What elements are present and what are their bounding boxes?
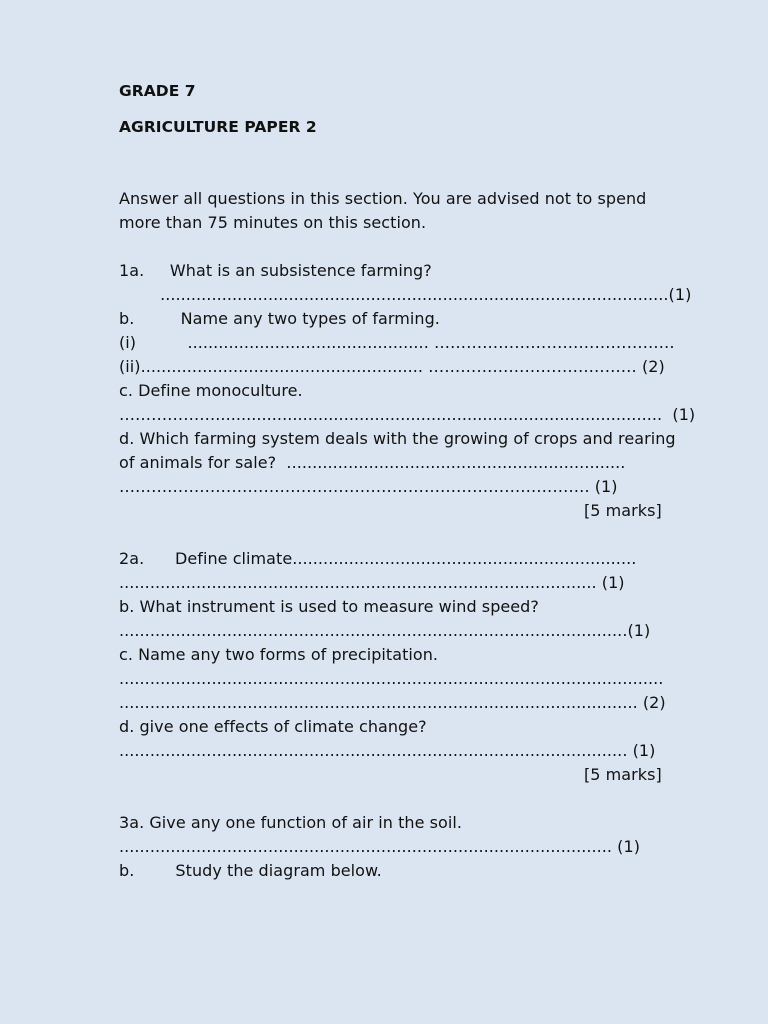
q2b-answer-line: ...................................................................................................(1) <box>119 621 651 640</box>
q1d-question-line-1: d. Which farming system deals with the growing of crops and rearing <box>119 429 676 448</box>
q3b-question: b. Study the diagram below. <box>119 861 382 880</box>
q2c-question: c. Name any two forms of precipitation. <box>119 645 439 664</box>
q3a-question: 3a. Give any one function of air in the soil. <box>119 813 462 832</box>
q1c-answer-line: ………………....................................................................................... (1) <box>119 405 696 424</box>
q1a-question: 1a. What is an subsistence farming? <box>119 261 432 280</box>
instructions-line-1: Answer all questions in this section. You are advised not to spend <box>119 189 647 208</box>
q1b-answer-i: (i) ............................................... ……………………………………… <box>119 333 675 352</box>
grade-heading: GRADE 7 <box>119 82 196 100</box>
q2d-question: d. give one effects of climate change? <box>119 717 427 736</box>
q1b-answer-ii: (ii)....................................................... ………………………………… (2) <box>119 357 665 376</box>
q1b-question: b. Name any two types of farming. <box>119 309 440 328</box>
q1c-question: c. Define monoculture. <box>119 381 303 400</box>
q1-total-marks: [5 marks] <box>584 501 662 520</box>
q1d-question-line-2: of animals for sale? .................................................................. <box>119 453 626 472</box>
paper-title: AGRICULTURE PAPER 2 <box>119 118 317 136</box>
q3a-answer-line: ................................................................................................ (1) <box>119 837 640 856</box>
q2d-answer-line: ................................................................................................... (1) <box>119 741 656 760</box>
q1a-answer-line: ...................................................................................................(1) <box>119 285 692 304</box>
q2-total-marks: [5 marks] <box>584 765 662 784</box>
q2c-answer-line-1: .......................................................................................................... <box>119 669 664 688</box>
q2c-answer-line-2: ..................................................................................................... (2) <box>119 693 666 712</box>
q2a-question: 2a. Define climate................................................................... <box>119 549 637 568</box>
q2a-answer-line: ............................................................................................. (1) <box>119 573 625 592</box>
q2b-question: b. What instrument is used to measure wind speed? <box>119 597 539 616</box>
q1d-answer-line: ……………………………………………………………………………. (1) <box>119 477 618 496</box>
instructions-line-2: more than 75 minutes on this section. <box>119 213 427 232</box>
